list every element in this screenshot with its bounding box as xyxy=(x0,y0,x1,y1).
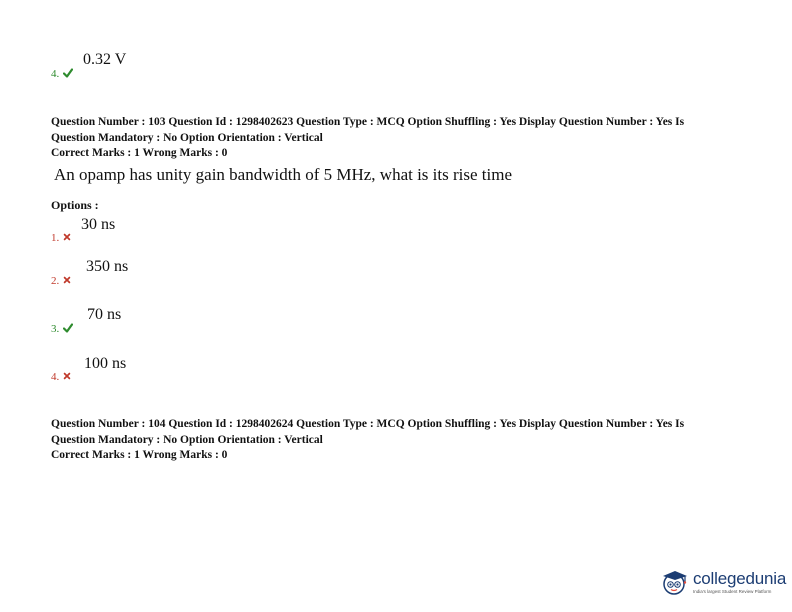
options-label: Options : xyxy=(51,198,99,212)
prev-option-4 xyxy=(51,64,73,82)
marks-line: Correct Marks : 1 Wrong Marks : 0 xyxy=(51,449,228,461)
option-1 xyxy=(51,228,71,246)
logo-tagline: India's largest Student Review Platform xyxy=(693,588,772,594)
check-icon xyxy=(63,68,73,78)
graduate-mascot-icon xyxy=(660,567,690,597)
meta-line: Question Number : 103 Question Id : 1298402623 Question Type : MCQ Option Shuffling : Yes Display Question Number : Yes Is xyxy=(51,116,685,128)
option-3 xyxy=(51,319,73,337)
option-text: 30 ns xyxy=(81,216,116,233)
meta-line: Question Number : 104 Question Id : 1298402624 Question Type : MCQ Option Shuffling : Yes Display Question Number : Yes Is xyxy=(51,418,685,430)
check-icon xyxy=(63,323,73,333)
cross-icon xyxy=(63,372,71,380)
option-number: 1. xyxy=(51,232,60,244)
option-text: 0.32 V xyxy=(83,51,127,68)
option-number: 4. xyxy=(51,371,60,383)
option-2 xyxy=(51,271,71,289)
cross-icon xyxy=(63,233,71,241)
question-meta xyxy=(51,417,684,464)
marks-line: Correct Marks : 1 Wrong Marks : 0 xyxy=(51,147,228,159)
collegedunia-logo xyxy=(660,567,786,597)
option-number: 2. xyxy=(51,275,60,287)
question-text: An opamp has unity gain bandwidth of 5 MHz, what is its rise time xyxy=(54,165,512,184)
option-text: 350 ns xyxy=(86,258,129,275)
meta-line: Question Mandatory : No Option Orientation : Vertical xyxy=(51,131,323,144)
option-4 xyxy=(51,367,71,385)
option-text: 70 ns xyxy=(87,306,122,323)
question-meta xyxy=(51,115,684,162)
cross-icon xyxy=(63,276,71,284)
option-number: 4. xyxy=(51,68,60,80)
option-text: 100 ns xyxy=(84,355,127,372)
logo-name: collegedunia xyxy=(693,568,787,588)
meta-line: Question Mandatory : No Option Orientation : Vertical xyxy=(51,433,323,446)
option-number: 3. xyxy=(51,323,60,335)
